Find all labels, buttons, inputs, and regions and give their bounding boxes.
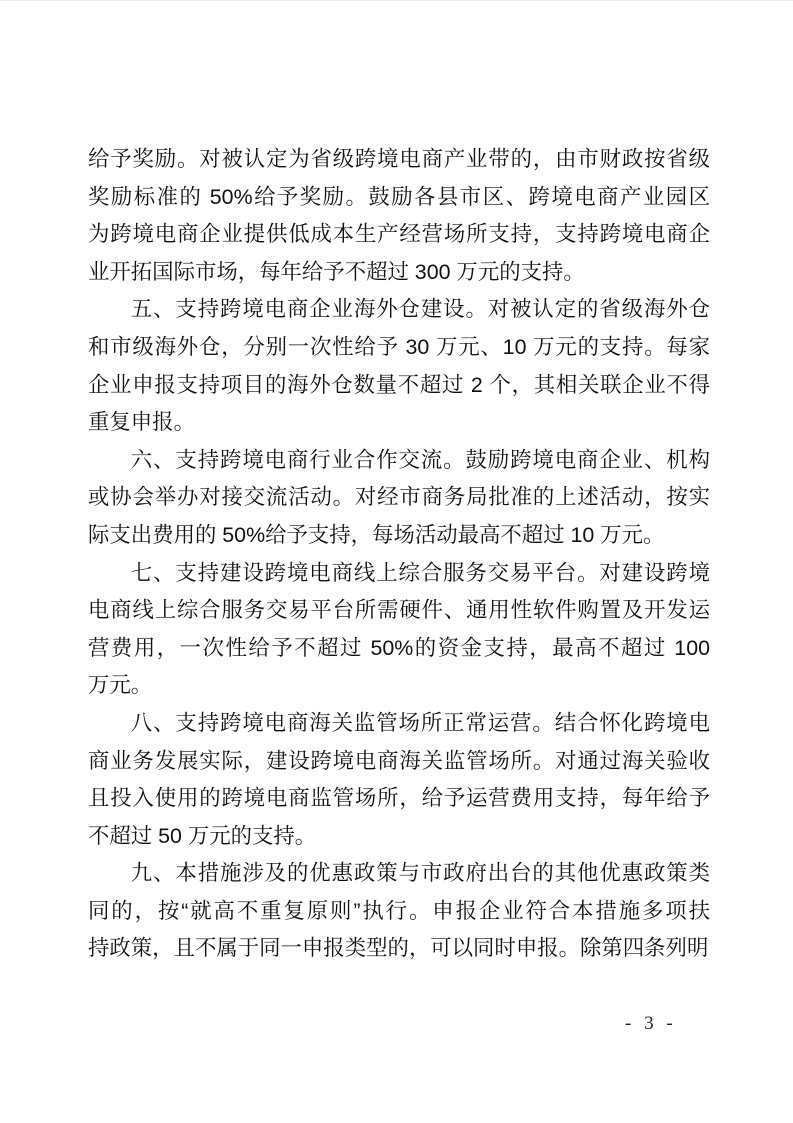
paragraph-4 [88,555,710,705]
text-line: 不超过 50 万元的支持。 [88,823,317,848]
paragraph-2 [88,291,710,441]
paragraph-6 [88,855,710,968]
text-line: 九、本措施涉及的优惠政策与市政府出台的其他优惠政策类 [130,861,710,886]
text-line: 营费用，一次性给予不超过 50%的资金支持，最高不超过 100 [88,635,710,660]
text-line: 或协会举办对接交流活动。对经市商务局批准的上述活动，按实 [88,485,710,510]
text-line: 和市级海外仓，分别一次性给予 30 万元、10 万元的支持。每家 [88,334,710,359]
text-line: 同的，按“就高不重复原则”执行。申报企业符合本措施多项扶 [88,898,710,923]
text-line: 为跨境电商企业提供低成本生产经营场所支持，支持跨境电商企 [88,222,710,247]
text-line: 重复申报。 [88,410,195,435]
page-number: - 3 - [625,1013,677,1034]
text-line: 商业务发展实际，建设跨境电商海关监管场所。对通过海关验收 [88,748,710,773]
paragraph-5 [88,705,710,855]
text-line: 企业申报支持项目的海外仓数量不超过 2 个，其相关联企业不得 [88,372,710,397]
text-line: 且投入使用的跨境电商监管场所，给予运营费用支持，每年给予 [88,786,710,811]
text-block [88,141,710,968]
text-line: 给予奖励。对被认定为省级跨境电商产业带的，由市财政按省级 [88,147,710,171]
text-line: 际支出费用的 50%给予支持，每场活动最高不超过 10 万元。 [88,522,665,547]
text-line: 六、支持跨境电商行业合作交流。鼓励跨境电商企业、机构 [130,447,710,472]
text-line: 电商线上综合服务交易平台所需硬件、通用性软件购置及开发运 [88,598,710,623]
text-line: 奖励标准的 50%给予奖励。鼓励各县市区、跨境电商产业园区 [88,184,710,209]
paragraph-3 [88,442,710,555]
text-line: 八、支持跨境电商海关监管场所正常运营。结合怀化跨境电 [130,710,710,735]
text-line: 业开拓国际市场，每年给予不超过 300 万元的支持。 [88,259,585,284]
paragraph-1 [88,141,710,291]
text-line: 万元。 [88,673,153,698]
text-line: 五、支持跨境电商企业海外仓建设。对被认定的省级海外仓 [130,297,710,322]
text-line: 七、支持建设跨境电商线上综合服务交易平台。对建设跨境 [130,560,710,585]
text-line: 持政策，且不属于同一申报类型的，可以同时申报。除第四条列明 [88,936,709,961]
